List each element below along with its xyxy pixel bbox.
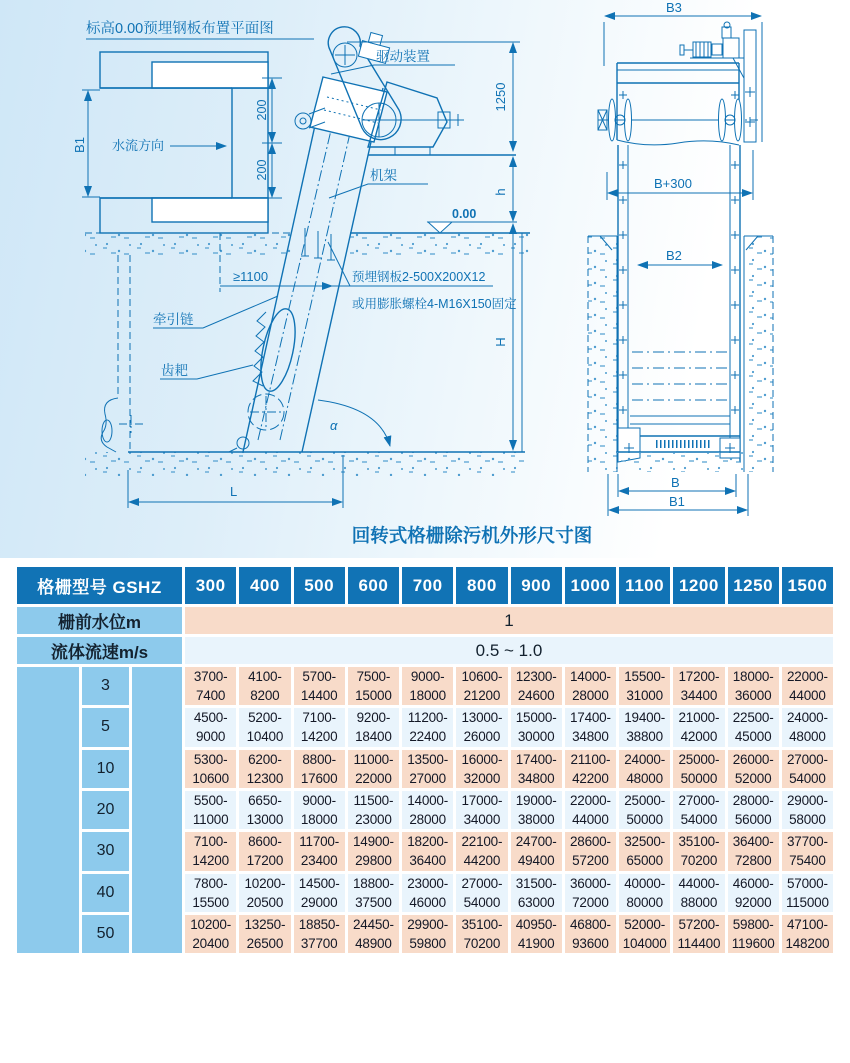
flow-cell: 10600- 21200 (456, 667, 507, 705)
flow-cell: 16000- 32000 (456, 750, 507, 788)
drawing-caption: 回转式格栅除污机外形尺寸图 (351, 525, 593, 546)
flow-cell: 46800- 93600 (565, 915, 616, 953)
flow-cell: 40950- 41900 (511, 915, 562, 953)
plan-title: 标高0.00预埋钢板布置平面图 (86, 21, 274, 37)
flow-cell: 26000- 52000 (728, 750, 779, 788)
flow-cell: 12300- 24600 (511, 667, 562, 705)
dim-h-small-label: h (493, 188, 508, 196)
front-dim-b1-label: B1 (669, 494, 685, 509)
flow-cell: 28600- 57200 (565, 832, 616, 870)
row-key: 50 (82, 915, 129, 953)
model-header-900: 900 (511, 567, 562, 604)
flow-cell: 59800- 119600 (728, 915, 779, 953)
flow-cell: 15000- 30000 (511, 708, 562, 746)
flow-cell: 44000- 88000 (673, 874, 724, 912)
model-header-700: 700 (402, 567, 453, 604)
flow-cell: 17000- 34000 (456, 791, 507, 829)
flow-cell: 8600- 17200 (239, 832, 290, 870)
flow-cell: 9000- 18000 (294, 791, 345, 829)
dim-1250-label: 1250 (493, 82, 508, 112)
flow-cell: 37700- 75400 (782, 832, 833, 870)
model-header-1000: 1000 (565, 567, 616, 604)
plan-dim-b1-label: B1 (72, 137, 87, 153)
flow-cell: 17400- 34800 (511, 750, 562, 788)
flow-cell: 13500- 27000 (402, 750, 453, 788)
dim-h-big-label: H (493, 337, 508, 347)
flow-cell: 24450- 48900 (348, 915, 399, 953)
level-mark-icon (428, 222, 452, 233)
flow-cell: 36400- 72800 (728, 832, 779, 870)
flow-cell: 5700- 14400 (294, 667, 345, 705)
model-header-500: 500 (294, 567, 345, 604)
flow-cell: 57200- 114400 (673, 915, 724, 953)
flow-cell: 40000- 80000 (619, 874, 670, 912)
plan-dim-200-lower: 200 (255, 159, 269, 181)
flow-cell: 19000- 38000 (511, 791, 562, 829)
flow-cell: 35100- 70200 (673, 832, 724, 870)
flow-cell: 11200- 22400 (402, 708, 453, 746)
plan-view-drawing (72, 19, 314, 233)
spec-table-section (0, 558, 850, 956)
plate-note-line2: 或用膨胀螺栓4-M16X150固定 (352, 297, 517, 311)
tooth-rake-label: 齿耙 (161, 363, 188, 378)
flow-cell: 5500- 11000 (185, 791, 236, 829)
row-key: 30 (82, 832, 129, 870)
model-header-1250: 1250 (728, 567, 779, 604)
flow-cell: 28000- 56000 (728, 791, 779, 829)
flow-cell: 35100- 70200 (456, 915, 507, 953)
flow-cell: 17200- 34400 (673, 667, 724, 705)
flow-cell: 19400- 38800 (619, 708, 670, 746)
flow-cell: 14500- 29000 (294, 874, 345, 912)
flow-cell: 31500- 63000 (511, 874, 562, 912)
level-value-label: 0.00 (452, 207, 477, 221)
side-view-drawing (85, 27, 530, 508)
flow-cell: 5200- 10400 (239, 708, 290, 746)
flow-cell: 32500- 65000 (619, 832, 670, 870)
row-key: 10 (82, 750, 129, 788)
flow-cell: 46000- 92000 (728, 874, 779, 912)
model-header-300: 300 (185, 567, 236, 604)
flow-cell: 13250- 26500 (239, 915, 290, 953)
flow-cell: 14900- 29800 (348, 832, 399, 870)
flow-cell: 9000- 18000 (402, 667, 453, 705)
plate-note-line1: 预埋钢板2-500X200X12 (352, 270, 486, 284)
flow-cell: 25000- 50000 (673, 750, 724, 788)
flow-speed-value: 0.5 ~ 1.0 (185, 637, 833, 664)
plan-dim-200-upper: 200 (255, 99, 269, 121)
model-header-800: 800 (456, 567, 507, 604)
flow-speed-label: 流体流速m/s (17, 637, 182, 664)
flow-cell: 7800- 15500 (185, 874, 236, 912)
row-key: 20 (82, 791, 129, 829)
model-header-600: 600 (348, 567, 399, 604)
water-level-value: 1 (185, 607, 833, 634)
flow-cell: 4500- 9000 (185, 708, 236, 746)
flow-cell: 24000- 48000 (782, 708, 833, 746)
flow-direction-label: 水流方向 (112, 138, 165, 153)
flow-cell: 18200- 36400 (402, 832, 453, 870)
flow-cell: 7100- 14200 (185, 832, 236, 870)
frame-label: 机架 (370, 168, 397, 183)
flow-speed-row (17, 637, 833, 664)
flow-cell: 11500- 23000 (348, 791, 399, 829)
model-header-1100: 1100 (619, 567, 670, 604)
dim-b-label: B (671, 475, 680, 490)
model-header-400: 400 (239, 567, 290, 604)
flow-cell: 11700- 23400 (294, 832, 345, 870)
flow-cell: 36000- 72000 (565, 874, 616, 912)
left-spacer-column (17, 667, 79, 953)
dim-b3-label: B3 (666, 0, 682, 15)
water-level-row (17, 607, 833, 634)
flow-cell: 6650- 13000 (239, 791, 290, 829)
flow-cell: 14000- 28000 (402, 791, 453, 829)
flow-cell: 22000- 44000 (782, 667, 833, 705)
flow-cell: 27000- 54000 (782, 750, 833, 788)
flow-cell: 10200- 20400 (185, 915, 236, 953)
flow-cell: 24000- 48000 (619, 750, 670, 788)
flow-cell: 11000- 22000 (348, 750, 399, 788)
flow-cell: 18800- 37500 (348, 874, 399, 912)
flow-cell: 6200- 12300 (239, 750, 290, 788)
flow-cell: 21000- 42000 (673, 708, 724, 746)
flow-cell: 15500- 31000 (619, 667, 670, 705)
flow-cell: 17400- 34800 (565, 708, 616, 746)
flow-cell: 22500- 45000 (728, 708, 779, 746)
spec-table (14, 564, 836, 956)
flow-cell: 7100- 14200 (294, 708, 345, 746)
flow-cell: 22100- 44200 (456, 832, 507, 870)
flow-cell: 27000- 54000 (673, 791, 724, 829)
drive-unit-label: 驱动装置 (376, 49, 430, 64)
flow-cell: 24700- 49400 (511, 832, 562, 870)
flow-cell: 8800- 17600 (294, 750, 345, 788)
dim-b2-label: B2 (666, 248, 682, 263)
flow-cell: 21100- 42200 (565, 750, 616, 788)
row-key: 3 (82, 667, 129, 705)
flow-cell: 29000- 58000 (782, 791, 833, 829)
incline-angle-label: α (330, 418, 338, 433)
right-spacer-column (132, 667, 182, 953)
model-header-1500: 1500 (782, 567, 833, 604)
flow-cell: 27000- 54000 (456, 874, 507, 912)
dim-b300-label: B+300 (654, 176, 692, 191)
flow-cell: 5300- 10600 (185, 750, 236, 788)
flow-cell: 22000- 44000 (565, 791, 616, 829)
flow-cell: 7500- 15000 (348, 667, 399, 705)
table-row (17, 667, 833, 705)
traction-chain-label: 牵引链 (153, 312, 194, 327)
flow-cell: 14000- 28000 (565, 667, 616, 705)
flow-cell: 10200- 20500 (239, 874, 290, 912)
flow-cell: 25000- 50000 (619, 791, 670, 829)
flow-cell: 4100- 8200 (239, 667, 290, 705)
flow-cell: 29900- 59800 (402, 915, 453, 953)
flow-cell: 52000- 104000 (619, 915, 670, 953)
min-clearance-label: ≥1100 (233, 269, 269, 284)
row-key: 40 (82, 874, 129, 912)
front-view-drawing (588, 0, 773, 516)
flow-cell: 47100- 148200 (782, 915, 833, 953)
flow-cell: 18000- 36000 (728, 667, 779, 705)
flow-cell: 13000- 26000 (456, 708, 507, 746)
dim-l-label: L (230, 484, 238, 499)
table-header-row (17, 567, 833, 604)
flow-cell: 9200- 18400 (348, 708, 399, 746)
row-key: 5 (82, 708, 129, 746)
model-header-1200: 1200 (673, 567, 724, 604)
flow-cell: 57000- 115000 (782, 874, 833, 912)
water-level-label: 栅前水位m (17, 607, 182, 634)
flow-cell: 23000- 46000 (402, 874, 453, 912)
model-header-label: 格栅型号 GSHZ (17, 567, 182, 604)
flow-cell: 18850- 37700 (294, 915, 345, 953)
flow-cell: 3700- 7400 (185, 667, 236, 705)
